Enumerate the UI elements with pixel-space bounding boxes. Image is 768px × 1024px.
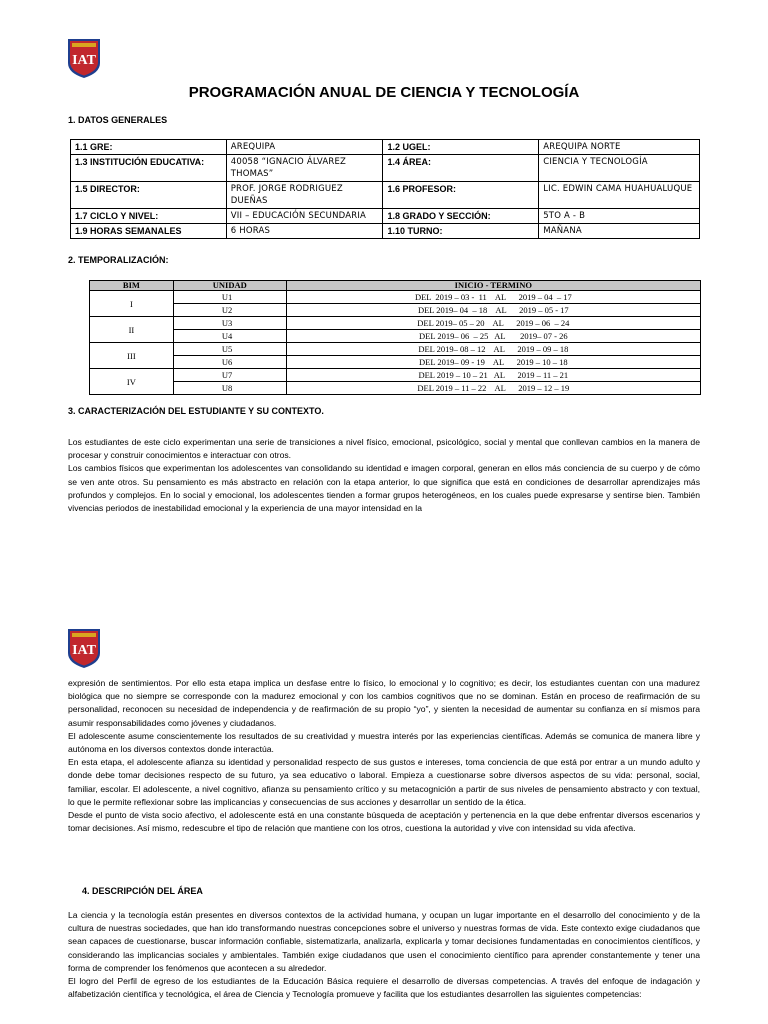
- school-logo: [66, 37, 102, 77]
- field-label: 1.1 GRE:: [71, 140, 227, 155]
- unit-cell: U6: [173, 356, 286, 369]
- bimester-cell: II: [90, 317, 174, 343]
- field-label: 1.5 DIRECTOR:: [71, 182, 227, 209]
- field-label: 1.9 HORAS SEMANALES: [71, 224, 227, 239]
- unit-cell: U5: [173, 343, 286, 356]
- temporal-row: [90, 369, 701, 382]
- paragraph: expresión de sentimientos. Por ello esta etapa implica un desfase entre lo físico, lo emocional y lo cognitivo; es decir, los estudiantes cuentan con una madurez biológica que no siempre se corresponde con la madurez emocional y con los cambios cognitivos que no se dominan. Están en proceso de reafirmación de su personalidad, reconocen su necesidad de independencia y de reafirmación de su propio “yo”, y sienten la necesidad de aumentar su confianza en sí mismos para asumir responsabilidades como jóvenes y ciudadanos.: [68, 678, 700, 728]
- school-logo: [66, 627, 102, 667]
- field-value: PROF. JORGE RODRIGUEZ DUEÑAS: [226, 182, 383, 209]
- field-value: LIC. EDWIN CAMA HUAHUALUQUE: [539, 182, 700, 209]
- general-data-row: [71, 155, 700, 182]
- date-range-cell: DEL 2019 – 11 – 22 AL 2019 – 12 – 19: [286, 382, 700, 395]
- unit-cell: U1: [173, 291, 286, 304]
- section-caracterizacion: 3. CARACTERIZACIÓN DEL ESTUDIANTE Y SU CONTEXTO.: [68, 406, 324, 416]
- date-range-cell: DEL 2019– 06 – 25 AL 2019– 07 - 26: [286, 330, 700, 343]
- field-value: MAÑANA: [539, 224, 700, 239]
- section-temporalizacion: 2. TEMPORALIZACIÓN:: [68, 255, 169, 265]
- unit-cell: U7: [173, 369, 286, 382]
- temporal-row: [90, 382, 701, 395]
- unit-cell: U2: [173, 304, 286, 317]
- field-label: 1.4 ÁREA:: [383, 155, 539, 182]
- field-value: AREQUIPA: [226, 140, 383, 155]
- paragraph: En esta etapa, el adolescente afianza su identidad y personalidad respecto de sus gustos e intereses, toma conciencia de que está por entrar a un mundo adulto y donde debe tomar decisiones respecto de su futuro, ya sea educativo o laboral. Empieza a cuestionarse sobre diversos aspectos de su vida: personal, social, familiar, escolar. El adolescente, a nivel cognitivo, afianza su pensamiento crítico y su metacognición a partir de sus niveles de pensamiento abstracto y con textual, lo que le permite reflexionar sobre las implicancias y consecuencias de sus acciones y desarrollar un sentido de la ética.: [68, 757, 700, 807]
- logo-text: IAT: [72, 53, 96, 68]
- characterization-text-page2: [68, 677, 700, 835]
- bimester-cell: IV: [90, 369, 174, 395]
- field-value: VII – EDUCACIÓN SECUNDARIA: [226, 209, 383, 224]
- general-data-row: [71, 209, 700, 224]
- paragraph: El adolescente asume conscientemente los resultados de su creatividad y muestra interés por las experiencias científicas. Además se comunica de manera libre y autónoma en los diversos contextos donde interactúa.: [68, 730, 700, 755]
- temporal-header-unidad: UNIDAD: [173, 281, 286, 291]
- date-range-cell: DEL 2019 – 10 – 21 AL 2019 – 11 – 21: [286, 369, 700, 382]
- date-range-cell: DEL 2019– 05 – 20 AL 2019 – 06 – 24: [286, 317, 700, 330]
- unit-cell: U8: [173, 382, 286, 395]
- temporal-row: [90, 304, 701, 317]
- date-range-cell: DEL 2019– 04 – 18 AL 2019 – 05 - 17: [286, 304, 700, 317]
- section-datos-generales: 1. DATOS GENERALES: [68, 115, 168, 125]
- field-label: 1.10 TURNO:: [383, 224, 539, 239]
- field-label: 1.3 INSTITUCIÓN EDUCATIVA:: [71, 155, 227, 182]
- characterization-text-page1: [68, 436, 700, 515]
- general-data-table: [70, 139, 700, 239]
- temporal-row: [90, 317, 701, 330]
- unit-cell: U4: [173, 330, 286, 343]
- temporal-header-bim: BIM: [90, 281, 174, 291]
- temporal-row: [90, 356, 701, 369]
- field-label: 1.2 UGEL:: [383, 140, 539, 155]
- date-range-cell: DEL 2019 – 03 - 11 AL 2019 – 04 – 17: [286, 291, 700, 304]
- section-descripcion-area: 4. DESCRIPCIÓN DEL ÁREA: [82, 886, 203, 896]
- temporal-row: [90, 291, 701, 304]
- paragraph: La ciencia y la tecnología están presentes en diversos contextos de la actividad humana, y ocupan un lugar importante en el desarrollo del conocimiento y de la cultura de nuestras sociedades, que han ido transformando nuestras concepciones sobre el universo y nuestras formas de vida. Este contexto exige ciudadanos que sean capaces de cuestionarse, buscar información confiable, sistematizarla, analizarla, explicarla y tomar decisiones fundamentadas en conocimientos científicos, y considerando las implicancias sociales y ambientales. También exige ciudadanos que usen el conocimiento científico para aprender constantemente y tener una forma de comprender los fenómenos que acontecen a su alrededor.: [68, 910, 700, 973]
- paragraph: Los estudiantes de este ciclo experimentan una serie de transiciones a nivel físico, emocional, psicológico, social y mental que conllevan cambios en la manera de procesar y construir conocimientos e interactuar con otros.: [68, 437, 700, 461]
- temporal-row: [90, 330, 701, 343]
- field-value: 6 HORAS: [226, 224, 383, 239]
- field-value: AREQUIPA NORTE: [539, 140, 700, 155]
- bimester-cell: III: [90, 343, 174, 369]
- bimester-cell: I: [90, 291, 174, 317]
- temporal-table: [89, 280, 701, 395]
- document-title: PROGRAMACIÓN ANUAL DE CIENCIA Y TECNOLOGÍA: [188, 84, 580, 101]
- field-value: 5TO A - B: [539, 209, 700, 224]
- temporal-header-dates: INICIO - TERMINO: [286, 281, 700, 291]
- general-data-row: [71, 224, 700, 239]
- paragraph: Desde el punto de vista socio afectivo, el adolescente está en una constante búsqueda de aceptación y pertenencia en la que debe enfrentar diversos escenarios y tomar decisiones. Así mismo, redescubre el tipo de relación que mantiene con los otros, cuestiona la autoridad y vive con intensidad su vida afectiva.: [68, 810, 700, 834]
- logo-text: IAT: [72, 643, 96, 658]
- general-data-row: [71, 140, 700, 155]
- general-data-row: [71, 182, 700, 209]
- field-value: CIENCIA Y TECNOLOGÍA: [539, 155, 700, 182]
- unit-cell: U3: [173, 317, 286, 330]
- field-label: 1.8 GRADO Y SECCIÓN:: [383, 209, 539, 224]
- field-value: 40058 “IGNACIO ÁLVAREZ THOMAS”: [226, 155, 383, 182]
- field-label: 1.6 PROFESOR:: [383, 182, 539, 209]
- area-description-text: [68, 909, 700, 1001]
- temporal-row: [90, 343, 701, 356]
- paragraph: El logro del Perfil de egreso de los estudiantes de la Educación Básica requiere el desarrollo de diversas competencias. A través del enfoque de indagación y alfabetización científica y tecnológica, el área de Ciencia y Tecnología promueve y facilita que los estudiantes desarrollen las siguientes competencias:: [68, 976, 700, 1000]
- paragraph: Los cambios físicos que experimentan los adolescentes van consolidando su identidad e imagen corporal, generan en ellos más conciencia de su cuerpo y de cómo se ven ante otros. Su pensamiento es más abstracto en relación con la etapa anterior, lo que significa que está en condiciones de desarrollar aprendizajes más profundos y complejos. En lo social y emocional, los adolescentes tienden a formar grupos heterogéneos, en los cuales puede expresarse y sentirse bien. También vivencias periodos de inestabilidad emocional y la experiencia de una mayor intensidad en la: [68, 463, 700, 514]
- date-range-cell: DEL 2019– 08 – 12 AL 2019 – 09 – 18: [286, 343, 700, 356]
- date-range-cell: DEL 2019– 09 - 19 AL 2019 – 10 – 18: [286, 356, 700, 369]
- field-label: 1.7 CICLO Y NIVEL:: [71, 209, 227, 224]
